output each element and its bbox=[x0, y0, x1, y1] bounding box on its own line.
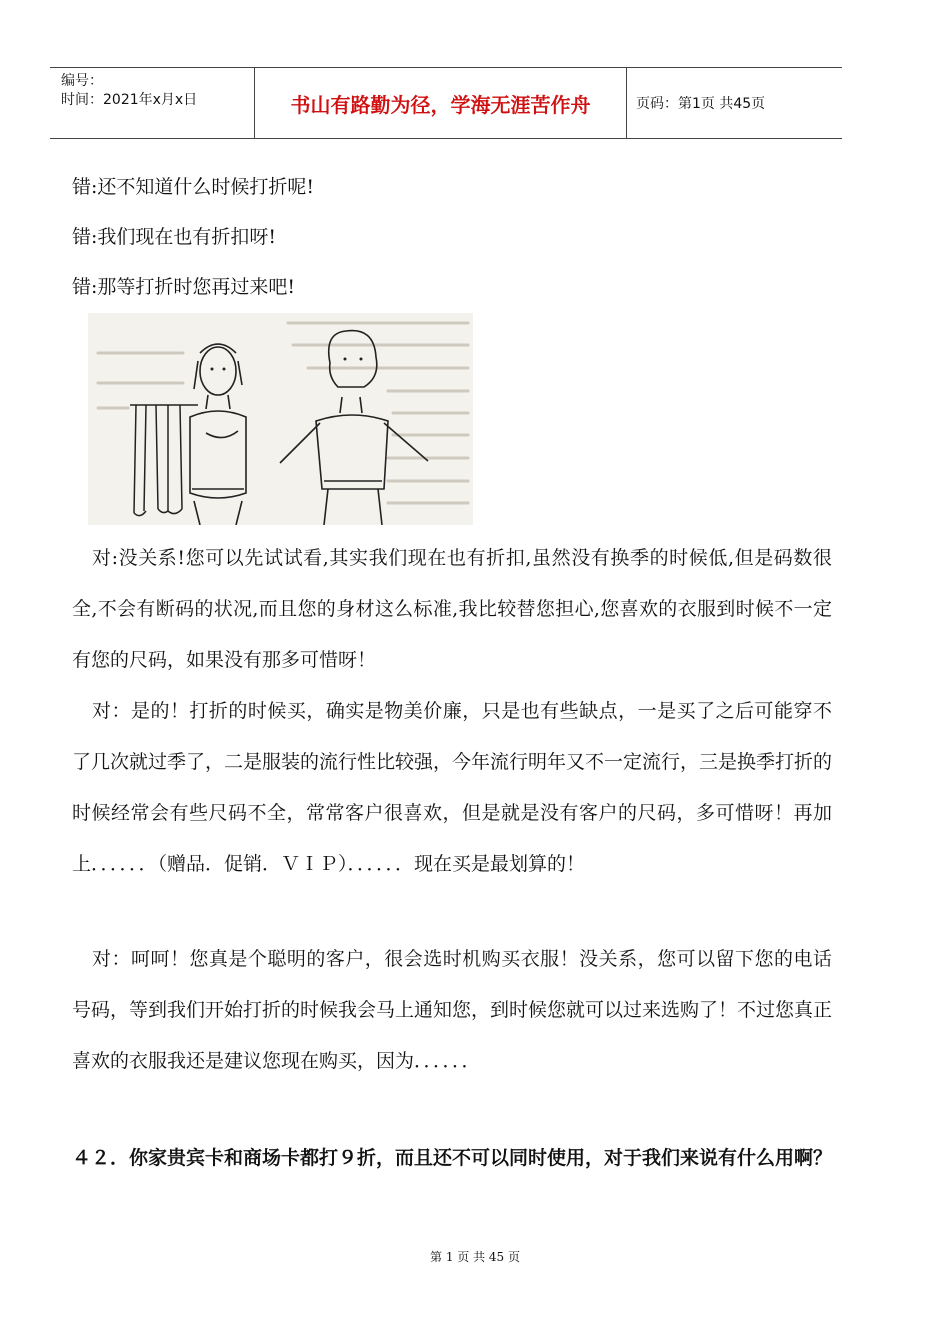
header-table bbox=[50, 67, 842, 139]
doc-number-label: 编号： bbox=[61, 73, 103, 89]
question-42: ４２．你家贵宾卡和商场卡都打９折，而且还不可以同时使用，对于我们来说有什么用啊？ bbox=[72, 1147, 833, 1169]
wrong-line-1: 错:还不知道什么时候打折呢! bbox=[72, 176, 315, 198]
header-page-label: 页码：第1页 共45页 bbox=[636, 96, 766, 112]
answer-paragraph-1: 对:没关系!您可以先试试看,其实我们现在也有折扣,虽然没有换季的时候低,但是码数很全,不会有断码的状况,而且您的身材这么标准,我比较替您担心,您喜欢的衣服到时候不一定有您的尺码，如果没有那多可惜呀！ bbox=[72, 547, 832, 671]
wrong-line-2: 错:我们现在也有折扣呀! bbox=[72, 226, 277, 248]
sales-illustration-drawing bbox=[88, 313, 473, 525]
answer-paragraph-2: 对：是的！打折的时候买，确实是物美价廉，只是也有些缺点，一是买了之后可能穿不了几次就过季了，二是服装的流行性比较强，今年流行明年又不一定流行，三是换季打折的时候经常会有些尺码不全，常常客户很喜欢，但是就是没有客户的尺码，多可惜呀！再加上．．．．．．（赠品．促销．ＶＩＰ）．．．．．．现在买是最划算的！ bbox=[72, 700, 833, 875]
doc-date-label: 时间：2021年x月x日 bbox=[61, 92, 198, 108]
header-meta-cell bbox=[50, 68, 255, 138]
wrong-line-3: 错:那等打折时您再过来吧! bbox=[72, 276, 296, 298]
header-motto: 书山有路勤为径，学海无涯苦作舟 bbox=[255, 68, 627, 138]
page-footer: 第 1 页 共 45 页 bbox=[430, 1250, 520, 1264]
answer-paragraph-3: 对：呵呵！您真是个聪明的客户，很会选时机购买衣服！没关系，您可以留下您的电话号码，等到我们开始打折的时候我会马上通知您，到时候您就可以过来选购了！不过您真正喜欢的衣服我还是建议您现在购买，因为．．．．．． bbox=[72, 948, 833, 1072]
sales-illustration bbox=[88, 313, 473, 525]
